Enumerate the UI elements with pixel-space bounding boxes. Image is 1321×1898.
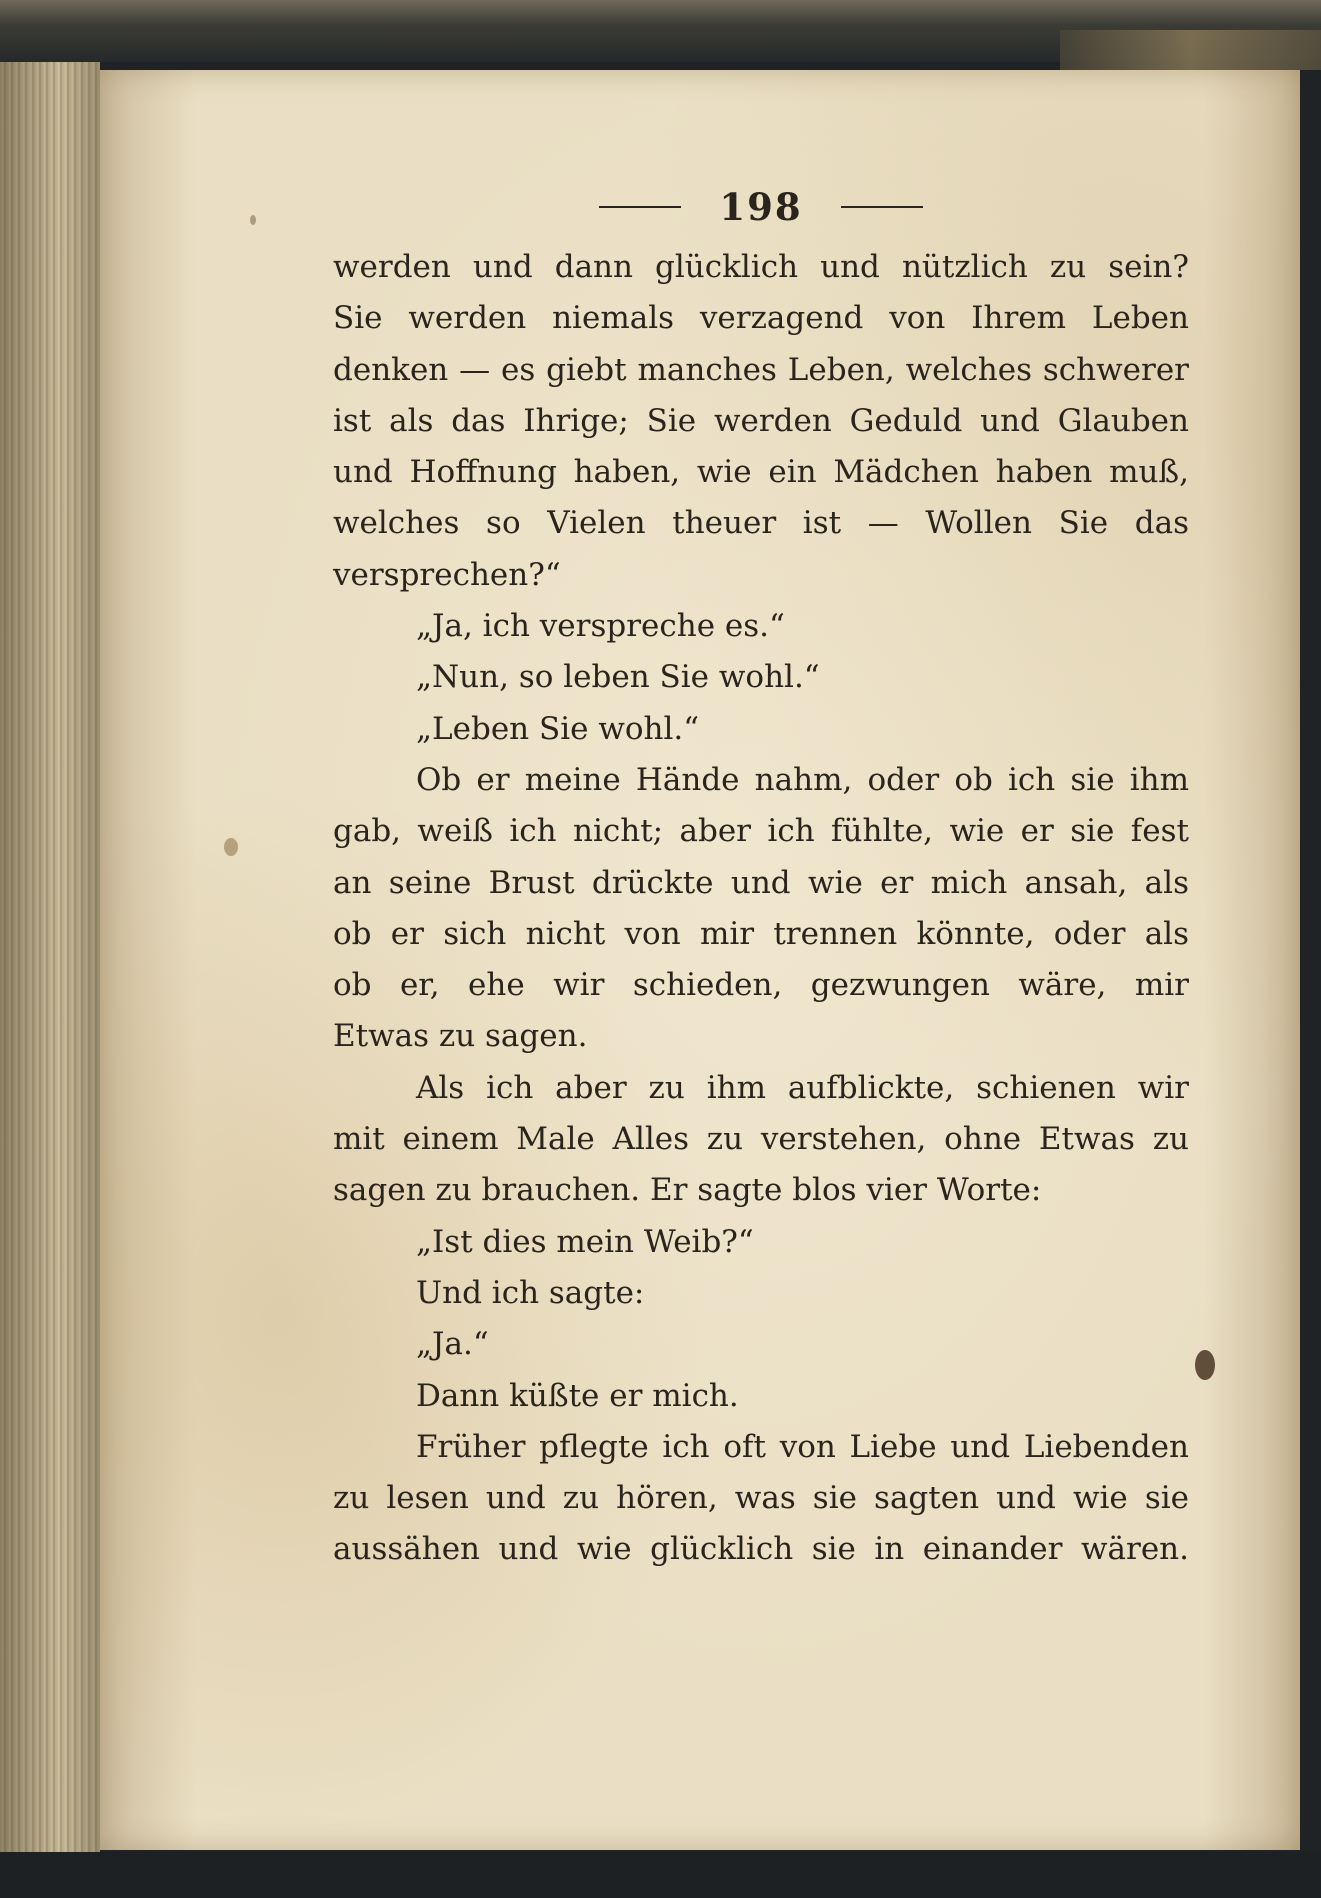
- text-line: sagen zu brauchen. Er sagte blos vier Worte:: [333, 1172, 1042, 1209]
- page-stack-shadow: [0, 62, 100, 1852]
- text-line: „Ist dies mein Weib?“: [416, 1223, 754, 1260]
- text-line: Dann küßte er mich.: [416, 1377, 739, 1414]
- text-line: Früher pflegte ich oft von Liebe und Liebenden: [416, 1428, 1189, 1465]
- text-line: Ob er meine Hände nahm, oder ob ich sie ihm: [416, 761, 1189, 798]
- text-line: Und ich sagte:: [416, 1274, 645, 1311]
- book-bottom-binding: [0, 1852, 1321, 1898]
- text-line: „Ja.“: [416, 1326, 489, 1363]
- page-number: 198: [719, 185, 803, 229]
- text-line: Sie werden niemals verzagend von Ihrem Leben: [333, 300, 1189, 337]
- text-line: welches so Vielen theuer ist — Wollen Sie das: [333, 505, 1189, 542]
- text-line: „Ja, ich verspreche es.“: [416, 608, 785, 645]
- header-rule-right: [841, 206, 923, 208]
- page-stain: [1195, 1350, 1215, 1380]
- header-rule-left: [599, 206, 681, 208]
- page-stain: [224, 838, 238, 856]
- text-line: versprechen?“: [333, 556, 561, 593]
- text-line: Etwas zu sagen.: [333, 1018, 588, 1055]
- text-line: gab, weiß ich nicht; aber ich fühlte, wie er sie fest: [333, 813, 1189, 850]
- binding-wear: [1060, 30, 1321, 70]
- page-stain: [250, 215, 256, 225]
- text-line: „Nun, so leben Sie wohl.“: [416, 659, 820, 696]
- text-line: Als ich aber zu ihm aufblickte, schienen wir: [416, 1069, 1189, 1106]
- text-line: an seine Brust drückte und wie er mich ansah, als: [333, 864, 1189, 901]
- text-line: ob er, ehe wir schieden, gezwungen wäre, mir: [333, 967, 1189, 1004]
- text-line: ob er sich nicht von mir trennen könnte, oder als: [333, 915, 1189, 952]
- text-line: zu lesen und zu hören, was sie sagten und wie sie: [333, 1480, 1189, 1517]
- text-line: mit einem Male Alles zu verstehen, ohne Etwas zu: [333, 1121, 1189, 1158]
- text-line: „Leben Sie wohl.“: [416, 710, 700, 747]
- text-line: und Hoffnung haben, wie ein Mädchen haben muß,: [333, 454, 1189, 491]
- text-line: aussähen und wie glücklich sie in einander wären.: [333, 1531, 1189, 1568]
- text-line: werden und dann glücklich und nützlich zu sein?: [333, 249, 1189, 285]
- text-line: denken — es giebt manches Leben, welches schwerer: [333, 351, 1189, 388]
- page-header: [333, 180, 1189, 234]
- page-text: [333, 180, 1189, 1576]
- text-line: ist als das Ihrige; Sie werden Geduld und Glauben: [333, 402, 1189, 439]
